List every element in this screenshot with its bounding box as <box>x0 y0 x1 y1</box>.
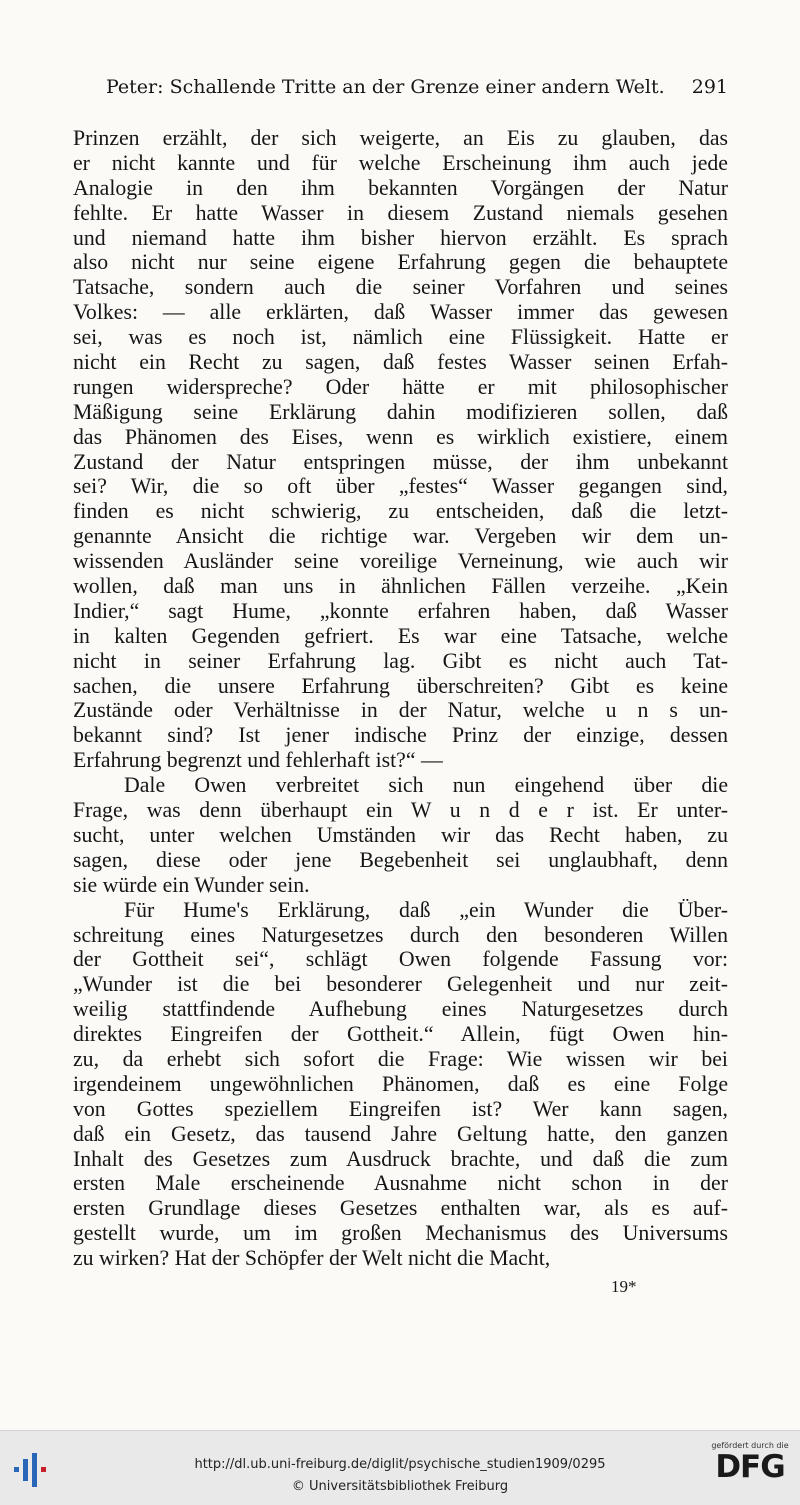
dfg-logo: DFG <box>715 1449 785 1485</box>
text-line: das Phänomen des Eises, wenn es wirklich existiere, einem <box>73 424 728 449</box>
text-line: zu, da erhebt sich sofort die Frage: Wie wissen wir bei <box>73 1046 728 1071</box>
text-line: sei? Wir, die so oft über „festes“ Wasser gegangen sind, <box>73 474 728 499</box>
text-line: von Gottes speziellem Eingreifen ist? Wer kann sagen, <box>73 1096 728 1121</box>
text-line: ersten Grundlage dieses Gesetzes enthalten war, als es auf- <box>73 1196 728 1221</box>
page-number: 291 <box>691 76 728 98</box>
permalink-url[interactable]: http://dl.ub.uni-freiburg.de/diglit/psychische_studien1909/0295 <box>194 1457 606 1472</box>
viewer-footer <box>0 1430 800 1505</box>
text-line: irgendeinem ungewöhnlichen Phänomen, daß es eine Folge <box>73 1071 728 1096</box>
text-line: Volkes: — alle erklärten, daß Wasser immer das gewesen <box>73 300 728 325</box>
text-line: nicht in seiner Erfahrung lag. Gibt es nicht auch Tat- <box>73 648 728 673</box>
text-line: also nicht nur seine eigene Erfahrung gegen die behauptete <box>73 250 728 275</box>
text-line: Erfahrung begrenzt und fehlerhaft ist?“ — <box>73 748 443 773</box>
text-line: ersten Male erscheinende Ausnahme nicht schon in der <box>73 1171 728 1196</box>
text-line: nicht ein Recht zu sagen, daß festes Wasser seinen Erfah- <box>73 350 728 375</box>
text-line: der Gottheit sei“, schlägt Owen folgende Fassung vor: <box>73 947 728 972</box>
text-line: schreitung eines Naturgesetzes durch den besonderen Willen <box>73 922 728 947</box>
text-line: finden es nicht schwierig, zu entscheiden, daß die letzt- <box>73 499 728 524</box>
text-line: zu wirken? Hat der Schöpfer der Welt nicht die Macht, <box>73 1246 551 1271</box>
text-line: er nicht kannte und für welche Erscheinung ihm auch jede <box>73 150 728 175</box>
text-line: sucht, unter welchen Umständen wir das Recht haben, zu <box>73 822 728 847</box>
text-line: Indier,“ sagt Hume, „konnte erfahren haben, daß Wasser <box>73 598 728 623</box>
body-text <box>73 126 728 1271</box>
text-line: sachen, die unsere Erfahrung überschreiten? Gibt es keine <box>73 673 728 698</box>
text-line: sei, was es noch ist, nämlich eine Flüssigkeit. Hatte er <box>73 325 728 350</box>
text-line: genannte Ansicht die richtige war. Vergeben wir dem un- <box>73 524 728 549</box>
text-line: bekannt sind? Ist jener indische Prinz der einzige, dessen <box>73 723 728 748</box>
funding-badge <box>704 1441 796 1484</box>
text-line: daß ein Gesetz, das tausend Jahre Geltung hatte, den ganzen <box>73 1121 728 1146</box>
text-line: Analogie in den ihm bekannten Vorgängen der Natur <box>73 175 728 200</box>
text-line: in kalten Gegenden gefriert. Es war eine Tatsache, welche <box>73 623 728 648</box>
text-line: Mäßigung seine Erklärung dahin modifizieren sollen, daß <box>73 399 728 424</box>
funding-label: gefördert durch die <box>711 1441 789 1450</box>
running-title: Peter: Schallende Tritte an der Grenze einer andern Welt. <box>106 76 665 98</box>
text-line: Für Hume's Erklärung, daß „ein Wunder die Über- <box>124 897 728 922</box>
text-line: Frage, was denn überhaupt ein W u n d e r ist. Er unter- <box>73 798 728 823</box>
text-line: wissenden Ausländer seine voreilige Verneinung, wie auch wir <box>73 549 728 574</box>
text-line: rungen widerspreche? Oder hätte er mit philosophischer <box>73 374 728 399</box>
sheet-signature: 19* <box>611 1277 637 1296</box>
copyright-notice: © Universitätsbibliothek Freiburg <box>291 1479 509 1494</box>
text-line: Tatsache, sondern auch die seiner Vorfahren und seines <box>73 275 728 300</box>
text-line: Dale Owen verbreitet sich nun eingehend über die <box>124 773 728 798</box>
text-line: fehlte. Er hatte Wasser in diesem Zustand niemals gesehen <box>73 200 728 225</box>
text-line: „Wunder ist die bei besonderer Gelegenheit und nur zeit- <box>73 972 728 997</box>
text-line: weilig stattfindende Aufhebung eines Naturgesetzes durch <box>73 997 728 1022</box>
text-line: gestellt wurde, um im großen Mechanismus des Universums <box>73 1221 728 1246</box>
text-line: sie würde ein Wunder sein. <box>73 872 310 897</box>
text-line: sagen, diese oder jene Begebenheit sei unglaubhaft, denn <box>73 847 728 872</box>
running-header <box>106 76 728 106</box>
text-line: Inhalt des Gesetzes zum Ausdruck brachte, und daß die zum <box>73 1146 728 1171</box>
text-line: direktes Eingreifen der Gottheit.“ Allein, fügt Owen hin- <box>73 1022 728 1047</box>
text-line: Prinzen erzählt, der sich weigerte, an Eis zu glauben, das <box>73 126 728 150</box>
text-line: und niemand hatte ihm bisher hiervon erzählt. Es sprach <box>73 225 728 250</box>
text-line: Zustände oder Verhältnisse in der Natur, welche u n s un- <box>73 698 728 723</box>
text-line: wollen, daß man uns in ähnlichen Fällen verzeihe. „Kein <box>73 574 728 599</box>
text-line: Zustand der Natur entspringen müsse, der ihm unbekannt <box>73 449 728 474</box>
